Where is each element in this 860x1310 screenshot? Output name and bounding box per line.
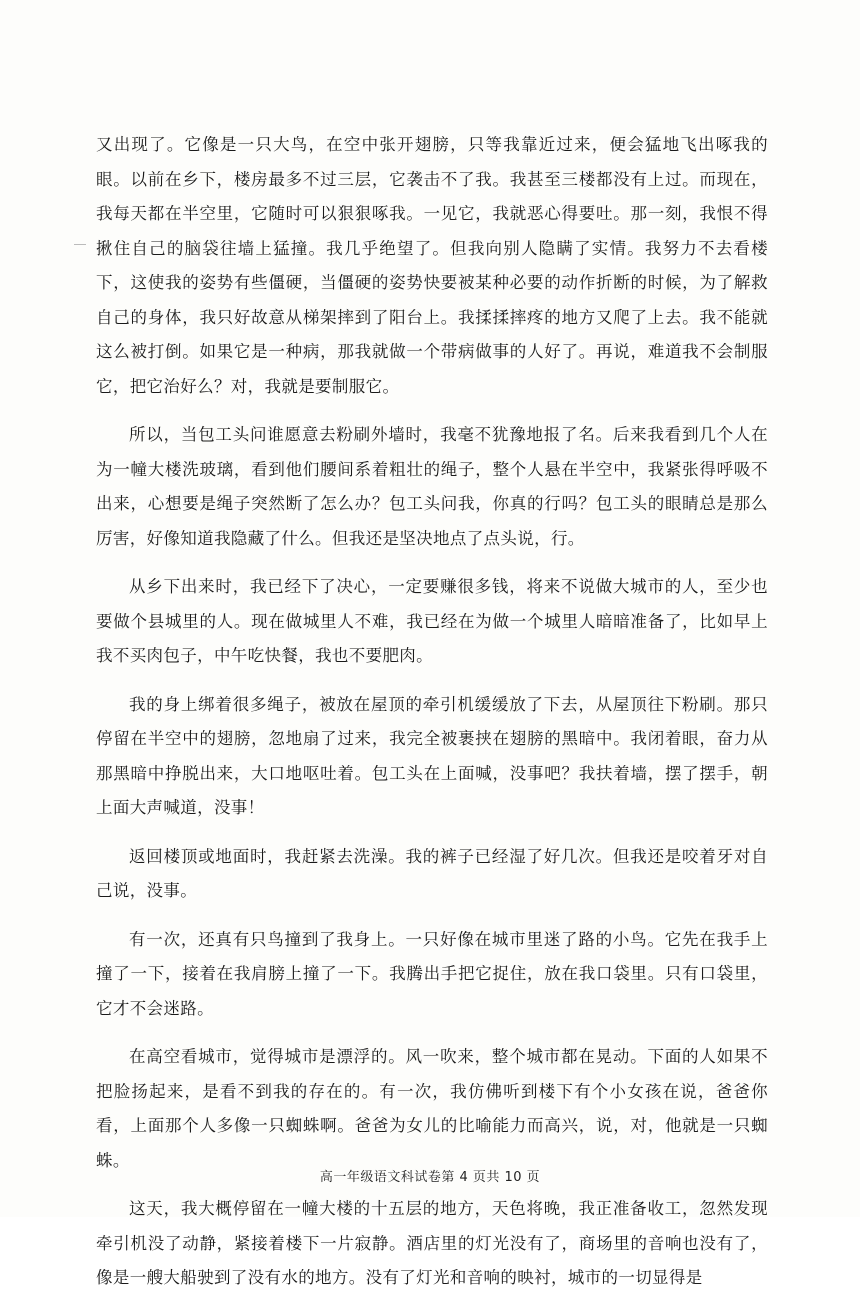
paragraph-8: 这天，我大概停留在一幢大楼的十五层的地方，天色将晚，我正准备收工，忽然发现牵引机没了动静，紧接着楼下一片寂静。酒店里的灯光没有了，商场里的音响也没有了，像是一艘大船驶到了没有水的地方。没有了灯光和音响的映衬，城市的一切显得是: [96, 1199, 768, 1287]
paragraph-6: 有一次，还真有只鸟撞到了我身上。一只好像在城市里迷了路的小鸟。它先在我手上撞了一下，接着在我肩膀上撞了一下。我腾出手把它捉住，放在我口袋里。只有口袋里，它才不会迷路。: [96, 929, 768, 1018]
paragraph-5: 返回楼顶或地面时，我赶紧去洗澡。我的裤子已经湿了好几次。但我还是咬着牙对自己说，没事。: [96, 846, 768, 900]
page-footer: 高一年级语文科试卷第 4 页共 10 页: [319, 1170, 541, 1185]
margin-mark: [74, 244, 86, 245]
paragraph-1: 又出现了。它像是一只大鸟，在空中张开翅膀，只等我靠近过来，便会猛地飞出啄我的眼。以前在乡下，楼房最多不过三层，它袭击不了我。我甚至三楼都没有上过。而现在，我每天都在半空里，它随时可以狠狠啄我。一见它，我就恶心得要吐。那一刻，我恨不得揪住自己的脑袋往墙上猛撞。我几乎绝望了。但我向别人隐瞒了实情。我努力不去看楼下，这使我的姿势有些僵硬，当僵硬的姿势快要被某种必要的动作折断的时候，为了解救自己的身体，我只好故意从梯架摔到了阳台上。我揉揉摔疼的地方又爬了上去。我不能就这么被打倒。如果它是一种病，那我就做一个带病做事的人好了。再说，难道我不会制服它，把它治好么？对，我就是要制服它。: [96, 135, 768, 396]
paragraph-3: 从乡下出来时，我已经下了决心，一定要赚很多钱，将来不说做大城市的人，至少也要做个县城里的人。现在做城里人不难，我已经在为做一个城里人暗暗准备了，比如早上我不买肉包子，中午吃快餐，我也不要肥肉。: [96, 577, 768, 665]
article-body: [96, 128, 768, 1310]
paragraph-4: 我的身上绑着很多绳子，被放在屋顶的牵引机缓缓放了下去，从屋顶往下粉刷。那只停留在半空中的翅膀，忽地扇了过来，我完全被裹挟在翅膀的黑暗中。我闭着眼，奋力从那黑暗中挣脱出来，大口地呕吐着。包工头在上面喊，没事吧？我扶着墙，摆了摆手，朝上面大声喊道，没事！: [96, 694, 768, 817]
paragraph-2: 所以，当包工头问谁愿意去粉刷外墙时，我毫不犹豫地报了名。后来我看到几个人在为一幢大楼洗玻璃，看到他们腰间系着粗壮的绳子，整个人悬在半空中，我紧张得呼吸不出来，心想要是绳子突然断了怎么办？包工头问我，你真的行吗？包工头的眼睛总是那么厉害，好像知道我隐藏了什么。但我还是坚决地点了点头说，行。: [96, 425, 768, 548]
paragraph-7: 在高空看城市，觉得城市是漂浮的。风一吹来，整个城市都在晃动。下面的人如果不把脸扬起来，是看不到我的存在的。有一次，我仿佛听到楼下有个小女孩在说，爸爸你看，上面那个人多像一只蜘蛛啊。爸爸为女儿的比喻能力而高兴，说，对，他就是一只蜘蛛。: [96, 1047, 768, 1170]
